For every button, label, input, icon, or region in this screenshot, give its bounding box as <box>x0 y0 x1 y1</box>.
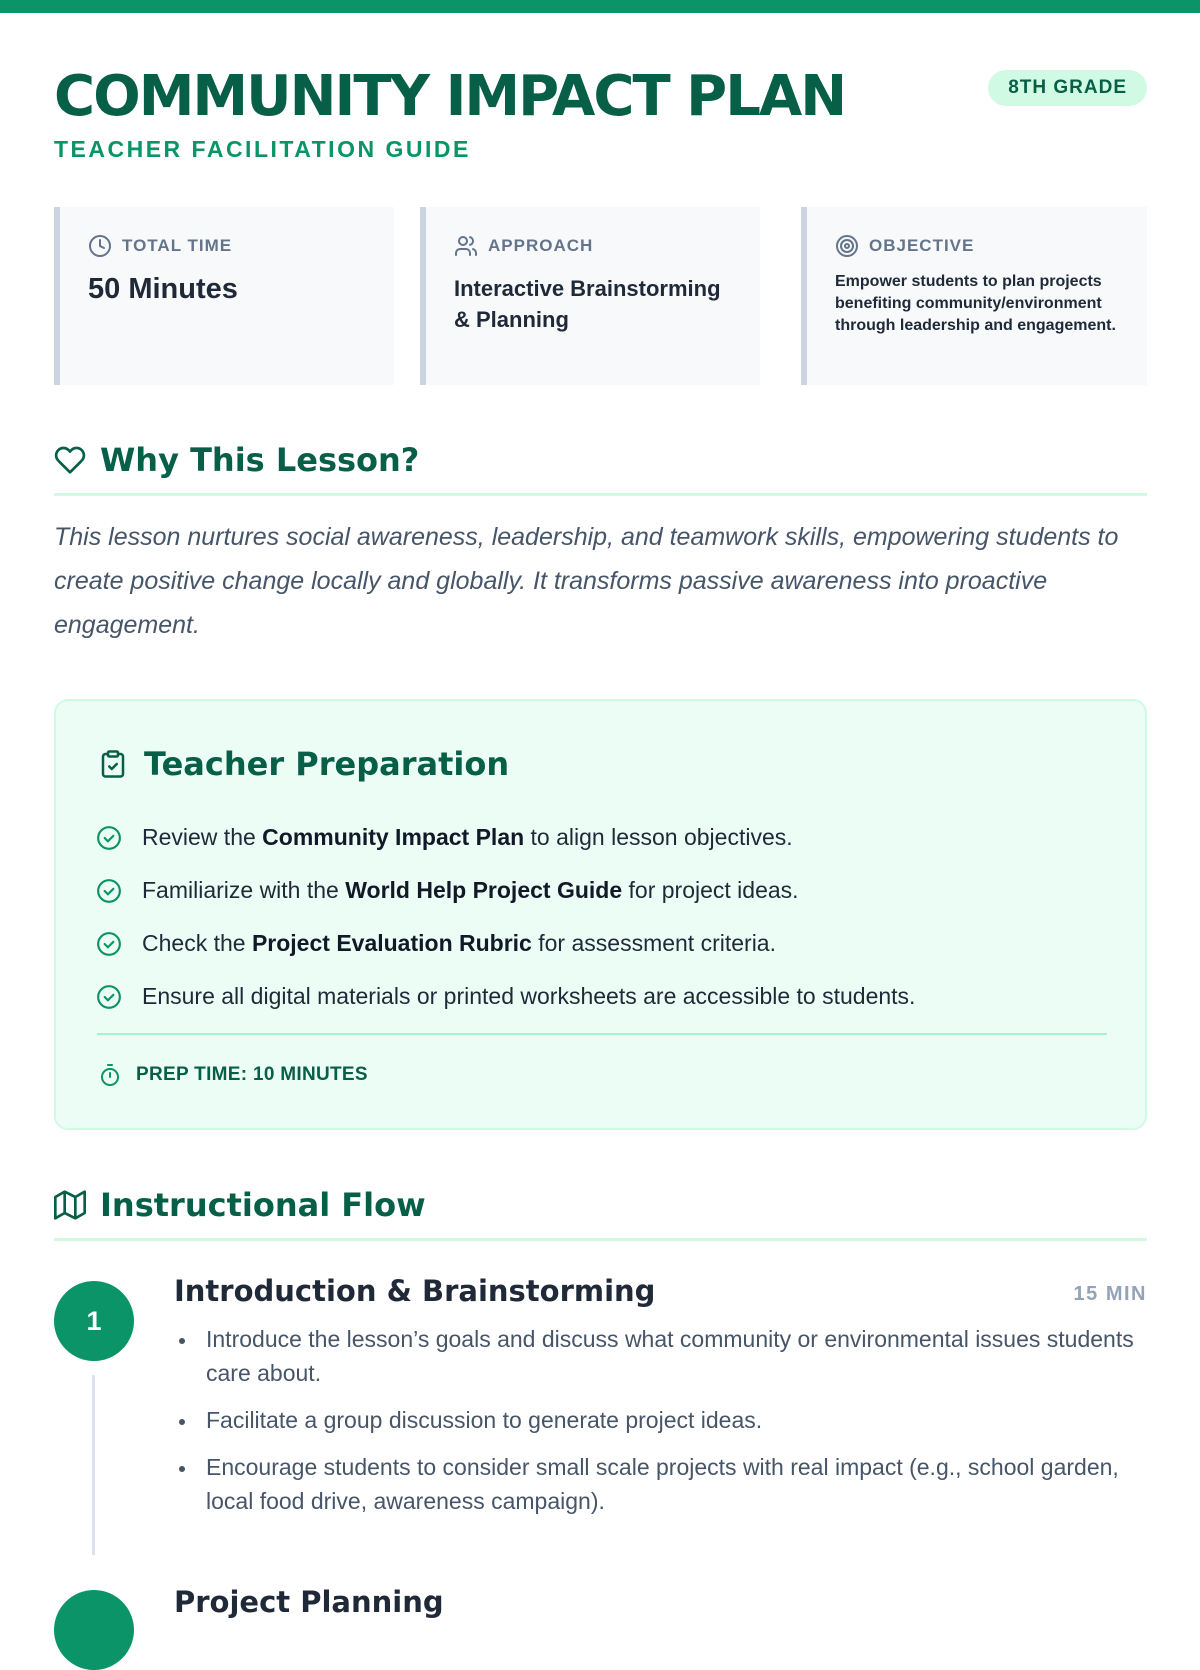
section-title: Why This Lesson? <box>100 441 420 479</box>
prep-item <box>96 917 1106 970</box>
why-text: This lesson nurtures social awareness, leadership, and teamwork skills, empowering students to create positive change locally and globally. It transforms passive awareness into proactive engagement. <box>54 523 1119 639</box>
clipboard-check-icon <box>98 748 128 780</box>
prep-checklist <box>96 811 1106 1023</box>
step-bullet: Facilitate a group discussion to generate project ideas. <box>206 1403 1146 1437</box>
prep-title: Teacher Preparation <box>144 745 510 783</box>
prep-item <box>96 970 1106 1023</box>
check-circle-icon <box>96 825 122 851</box>
total-time-value: 50 Minutes <box>88 273 238 305</box>
prep-time-label: PREP TIME: 10 MINUTES <box>136 1064 368 1085</box>
clock-icon <box>88 234 112 258</box>
prep-divider <box>97 1033 1107 1035</box>
check-circle-icon <box>96 878 122 904</box>
card-label-row <box>454 233 736 259</box>
step-title: Introduction & Brainstorming <box>174 1274 656 1308</box>
card-label: OBJECTIVE <box>869 236 975 255</box>
step-bullet: Encourage students to consider small scale projects with real impact (e.g., school garden, local food drive, awareness campaign). <box>206 1450 1146 1518</box>
instructional-flow-header <box>54 1186 1147 1241</box>
target-icon <box>835 234 859 258</box>
step-connector-line <box>92 1375 95 1555</box>
map-icon <box>54 1189 86 1221</box>
info-cards <box>54 207 1147 385</box>
approach-value: Interactive Brainstorming & Planning <box>454 276 721 332</box>
grade-badge: 8TH GRADE <box>988 70 1147 106</box>
check-circle-icon <box>96 931 122 957</box>
users-icon <box>454 234 478 258</box>
step-number-badge: 1 <box>54 1281 134 1361</box>
prep-title-row <box>98 745 509 783</box>
page-title: COMMUNITY IMPACT PLAN <box>54 64 846 129</box>
step-bullet: Introduce the lesson’s goals and discuss what community or environmental issues students care about. <box>206 1322 1146 1390</box>
objective-value: Empower students to plan projects benefiting community/environment through leadership and engagement. <box>835 273 1116 334</box>
section-title-row <box>54 1186 1147 1224</box>
heart-icon <box>54 444 86 476</box>
card-label-row <box>835 233 1123 259</box>
prep-item <box>96 811 1106 864</box>
prep-item <box>96 864 1106 917</box>
card-label-row <box>88 233 370 259</box>
teacher-preparation-panel <box>54 699 1147 1130</box>
approach-card <box>420 207 760 385</box>
why-section-header <box>54 441 1147 496</box>
step-bullets <box>206 1322 1146 1531</box>
section-title-row <box>54 441 1147 479</box>
total-time-card <box>54 207 394 385</box>
section-title: Instructional Flow <box>100 1186 426 1224</box>
step-title: Project Planning <box>174 1585 444 1619</box>
check-circle-icon <box>96 984 122 1010</box>
card-label: APPROACH <box>488 236 594 255</box>
stopwatch-icon <box>98 1063 122 1087</box>
prep-time-row <box>98 1063 368 1087</box>
prep-item-text: Ensure all digital materials or printed worksheets are accessible to students. <box>142 983 916 1009</box>
page-subtitle: TEACHER FACILITATION GUIDE <box>54 136 471 162</box>
prep-item-text: Familiarize with the World Help Project Guide for project ideas. <box>142 877 799 903</box>
prep-item-text: Review the Community Impact Plan to align lesson objectives. <box>142 824 793 850</box>
step-number-badge <box>54 1590 134 1670</box>
step-duration: 15 MIN <box>1073 1283 1147 1305</box>
objective-card <box>801 207 1147 385</box>
top-accent-bar <box>0 0 1200 13</box>
prep-item-text: Check the Project Evaluation Rubric for assessment criteria. <box>142 930 776 956</box>
card-label: TOTAL TIME <box>122 236 233 255</box>
